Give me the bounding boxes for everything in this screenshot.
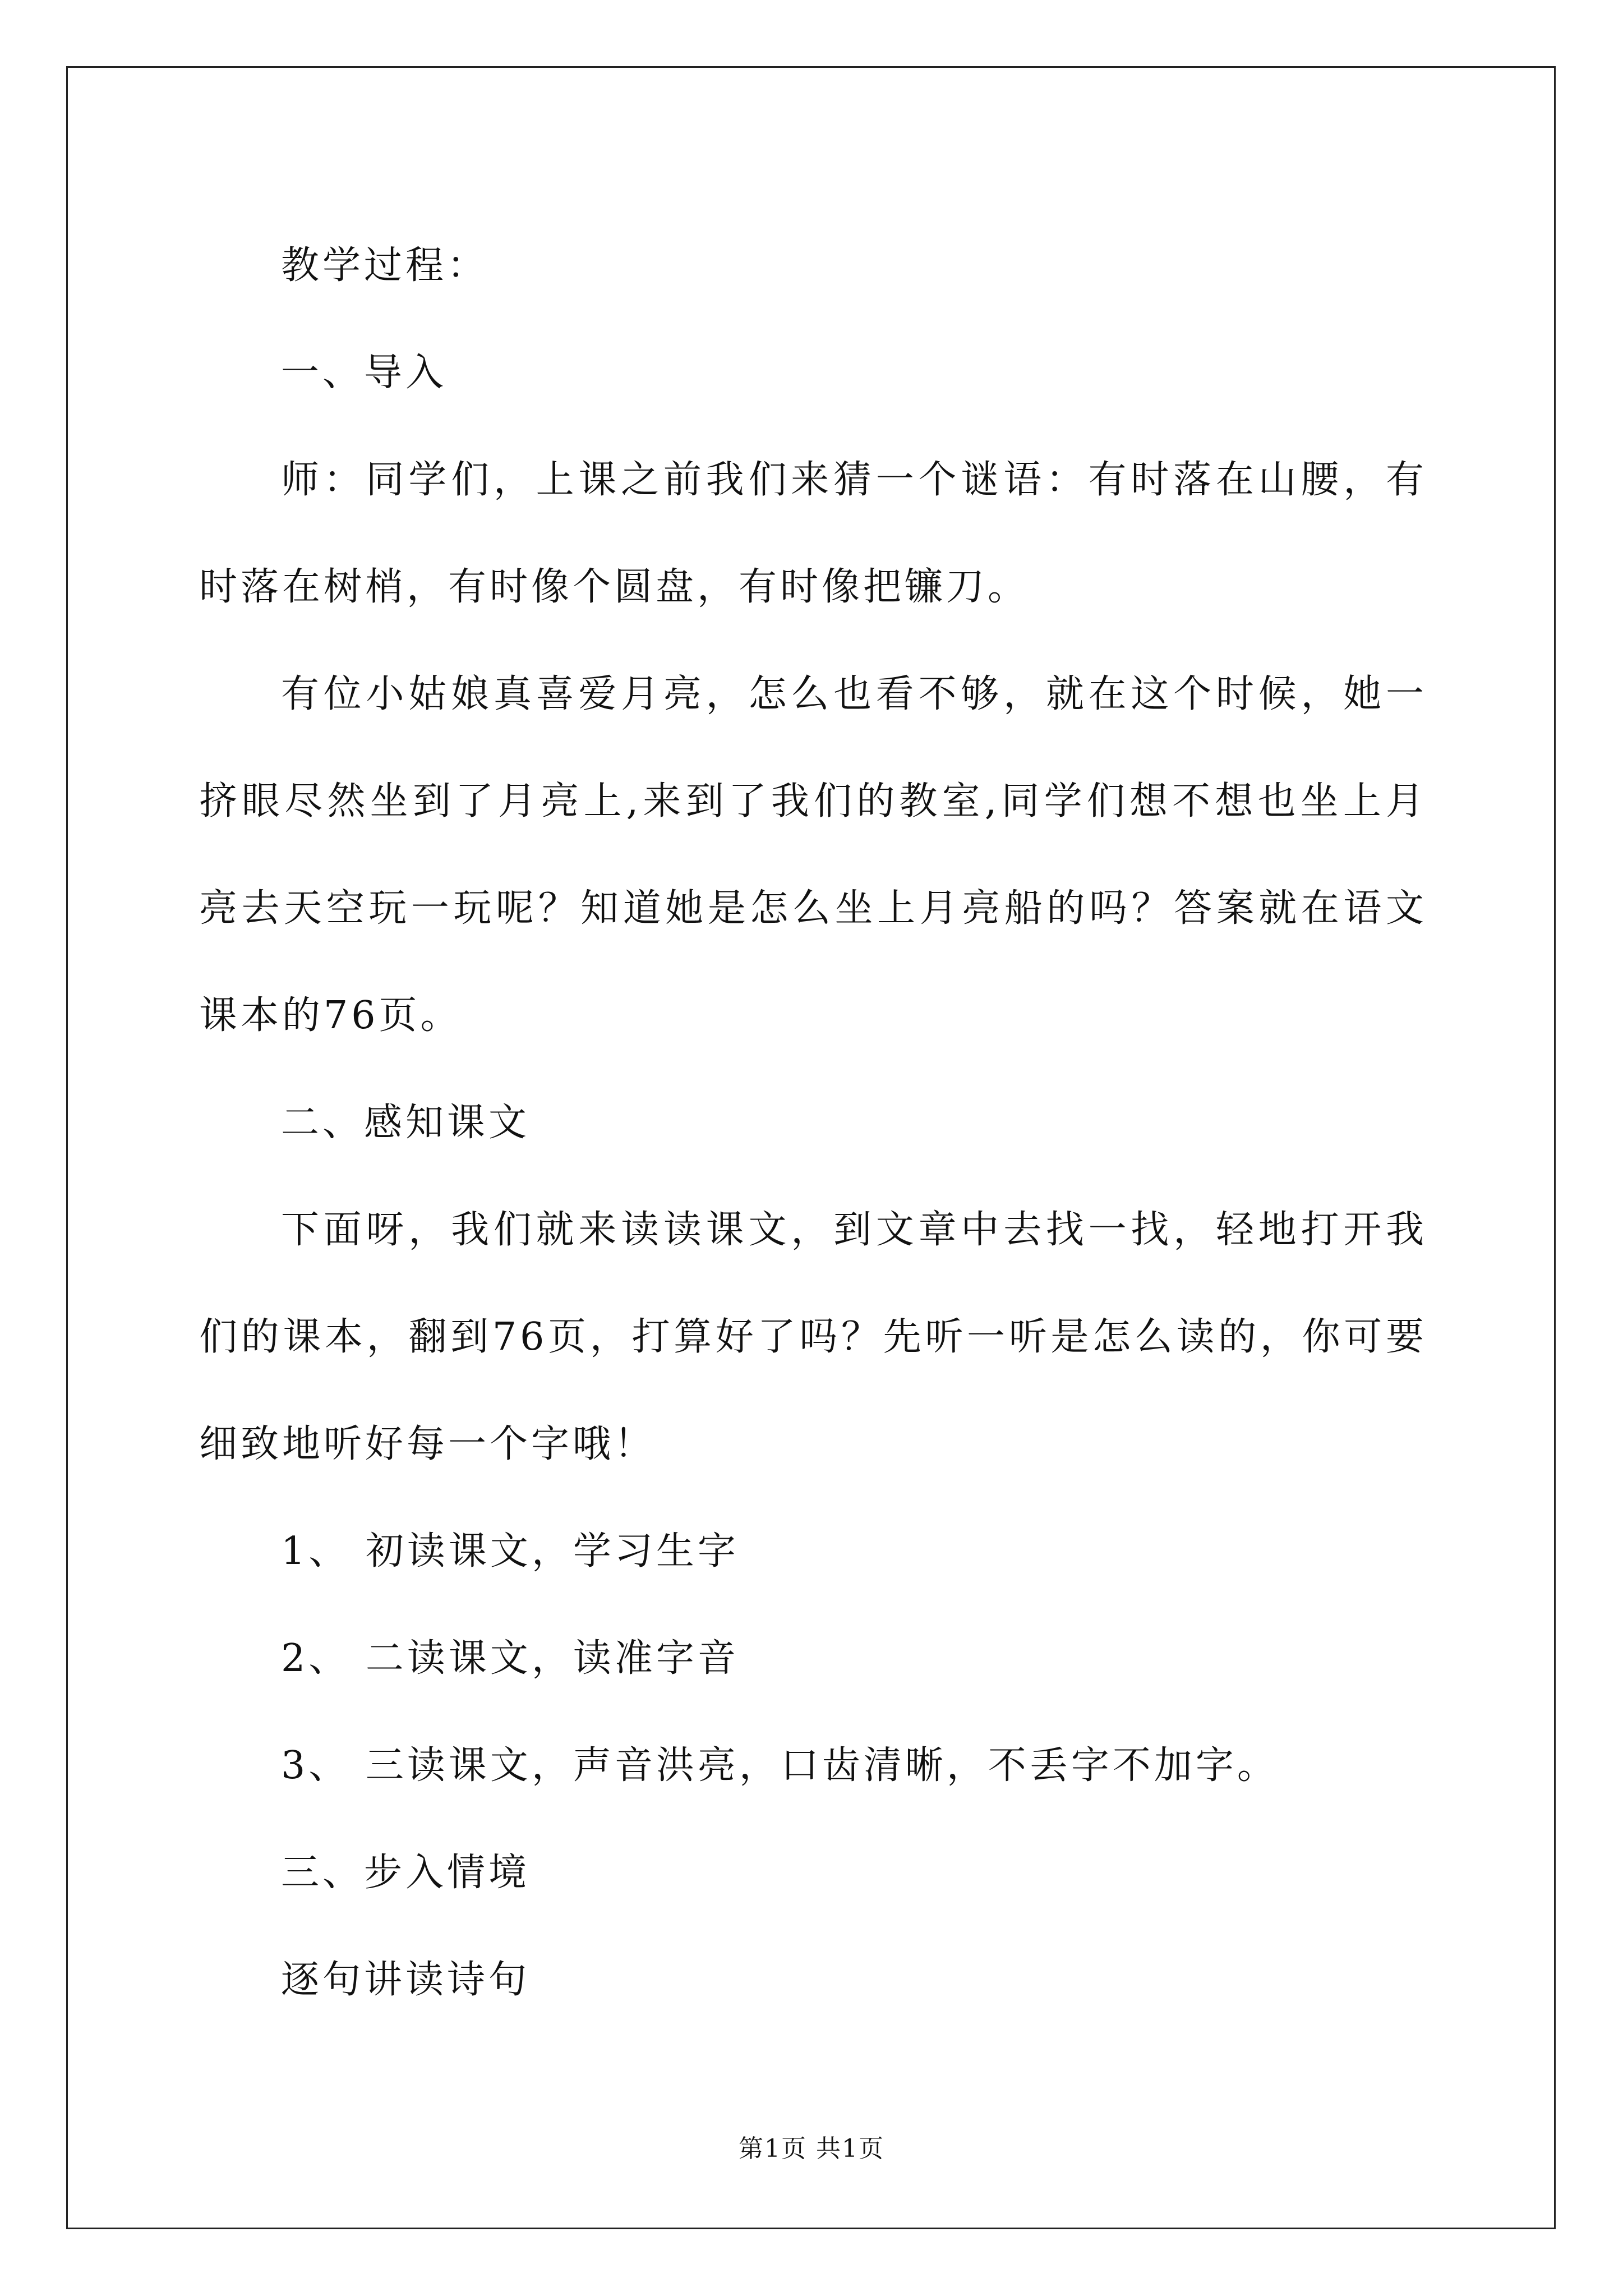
list-item-1: 1、 初读课文，学习生字: [281, 1529, 739, 1573]
list-item-2: 2、 二读课文，读准字音: [281, 1636, 739, 1681]
paragraph-line-by-line: 逐句讲读诗句: [281, 1958, 531, 2002]
heading-section-3: 三、步入情境: [281, 1851, 531, 1895]
paragraph-riddle: 师：同学们，上课之前我们来猜一个谜语：有时落在山腰，有时落在树梢，有时像个圆盘，有时像把镰刀。: [199, 458, 1427, 609]
paragraph-read-text: 下面呀，我们就来读读课文，到文章中去找一找，轻地打开我们的课本，翻到76页，打算好了吗？先听一听是怎么读的，你可要细致地听好每一个字哦！: [199, 1208, 1427, 1466]
heading-teaching-process: 教学过程：: [281, 243, 489, 288]
heading-section-2: 二、感知课文: [281, 1101, 531, 1145]
page-number-footer: 第1页 共1页: [739, 2134, 884, 2163]
document-body: [199, 212, 1427, 2033]
heading-section-1: 一、导入: [281, 351, 448, 395]
list-item-3: 3、 三读课文，声音洪亮，口齿清晰，不丢字不加字。: [281, 1743, 1279, 1788]
paragraph-girl-moon: 有位小姑娘真喜爱月亮，怎么也看不够，就在这个时候，她一挤眼尽然坐到了月亮上,来到了我们的教室,同学们想不想也坐上月亮去天空玩一玩呢？知道她是怎么坐上月亮船的吗？答案就在语文课本的76页。: [199, 672, 1427, 1038]
